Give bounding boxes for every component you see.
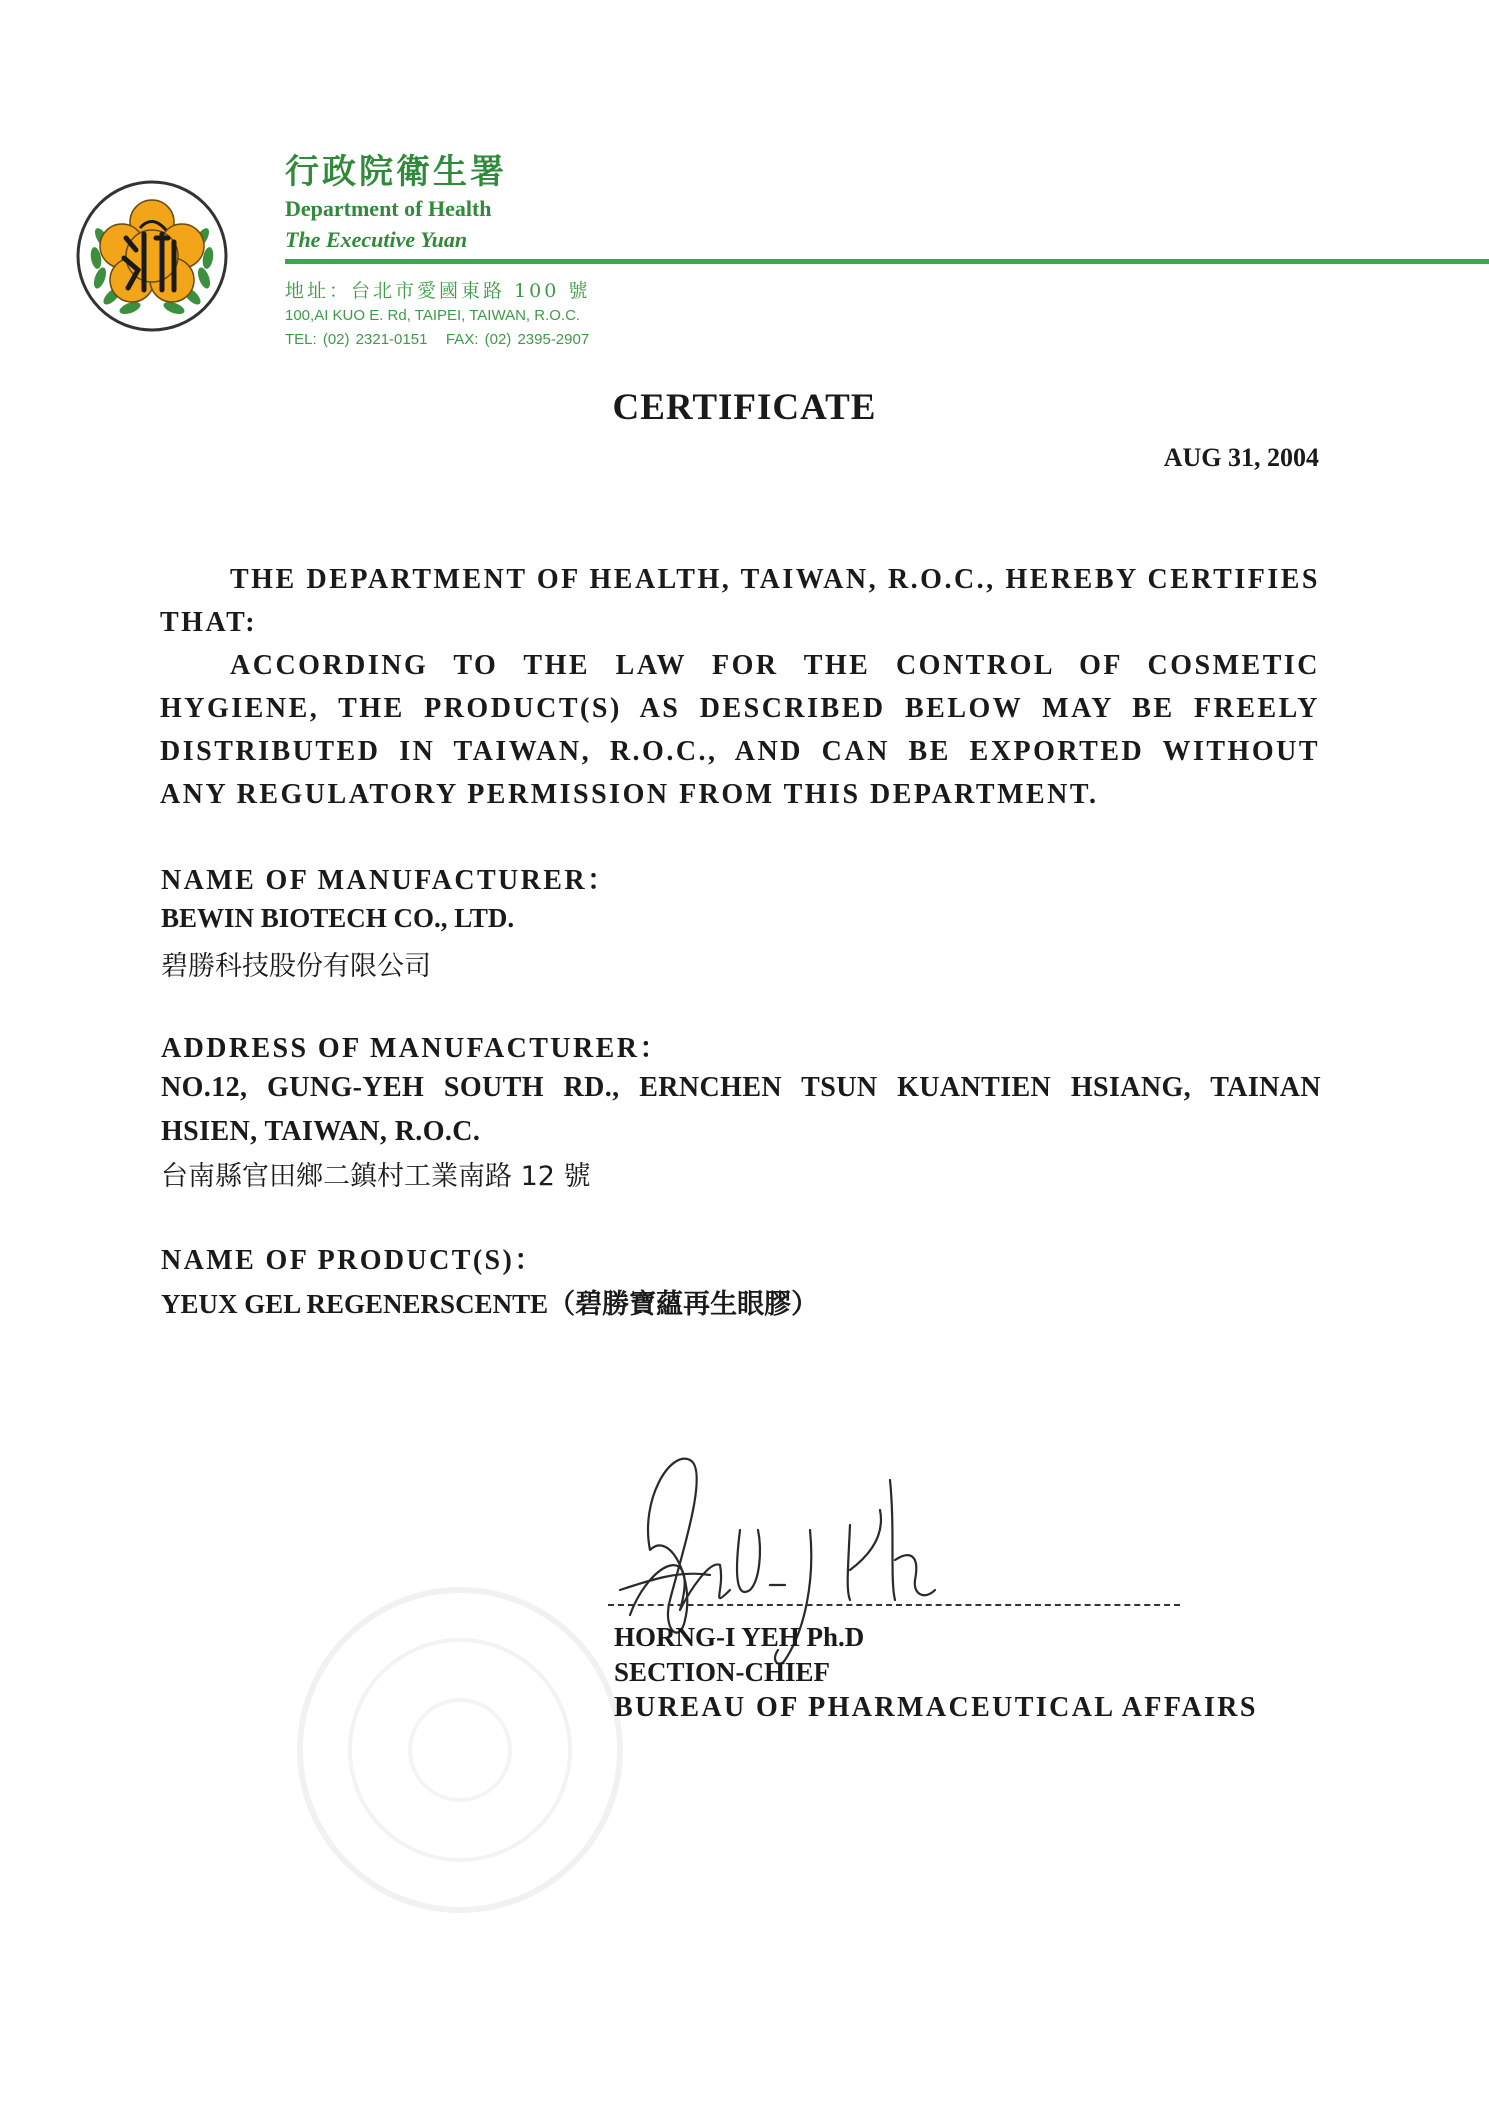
product-label: NAME OF PRODUCT(S)： bbox=[161, 1245, 545, 1276]
letterhead-name-cn: 行政院衛生署 bbox=[285, 152, 507, 192]
manufacturer-address-cn: 台南縣官田鄉二鎮村工業南路 12 號 bbox=[161, 1161, 591, 1192]
certification-statement: ACCORDING TO THE LAW FOR THE CONTROL OF COSMETIC HYGIENE, THE PRODUCT(S) AS DESCRIBED BELOW MAY BE FREELY DISTRIBUTED IN TAIWAN, R.O.C., AND CAN BE EXPORTED WITHOUT ANY REGULATORY PERMISSION FROM THIS DEPARTMENT. bbox=[160, 650, 1320, 810]
manufacturer-address-en: NO.12, GUNG-YEH SOUTH RD., ERNCHEN TSUN KUANTIEN HSIANG, TAINAN HSIEN, TAIWAN, R.O.C. bbox=[161, 1072, 1321, 1147]
embossed-seal-icon bbox=[290, 1580, 630, 1920]
certification-text bbox=[160, 558, 1320, 816]
letterhead-address-en: 100,AI KUO E. Rd, TAIPEI, TAIWAN, R.O.C. bbox=[285, 307, 581, 324]
letterhead-address-cn: 地址：台北市愛國東路 100 號 bbox=[285, 280, 591, 302]
signatory-title: SECTION-CHIEF bbox=[614, 1657, 831, 1687]
manufacturer-name-en: BEWIN BIOTECH CO., LTD. bbox=[161, 903, 515, 933]
signature-line bbox=[608, 1604, 1180, 1606]
address-label: ADDRESS OF MANUFACTURER： bbox=[161, 1033, 670, 1064]
manufacturer-name-cn: 碧勝科技股份有限公司 bbox=[161, 951, 431, 982]
letterhead-name-en: Department of Health bbox=[285, 196, 492, 221]
letterhead-subtitle: The Executive Yuan bbox=[285, 227, 468, 252]
letterhead-contact: TEL: (02) 2321-0151 FAX: (02) 2395-2907 bbox=[285, 331, 590, 348]
department-seal-icon bbox=[74, 178, 230, 334]
certification-intro: THE DEPARTMENT OF HEALTH, TAIWAN, R.O.C., HEREBY CERTIFIES THAT: bbox=[160, 564, 1320, 638]
signatory-name: HORNG-I YEH Ph.D bbox=[614, 1622, 865, 1652]
manufacturer-label: NAME OF MANUFACTURER： bbox=[161, 865, 618, 896]
product-name: YEUX GEL REGENERSCENTE（碧勝寶蘊再生眼膠） bbox=[161, 1289, 819, 1319]
document-date: AUG 31, 2004 bbox=[1163, 443, 1319, 472]
letterhead-divider bbox=[285, 259, 1489, 264]
document-title: CERTIFICATE bbox=[612, 387, 877, 428]
signatory-bureau: BUREAU OF PHARMACEUTICAL AFFAIRS bbox=[614, 1692, 1258, 1723]
